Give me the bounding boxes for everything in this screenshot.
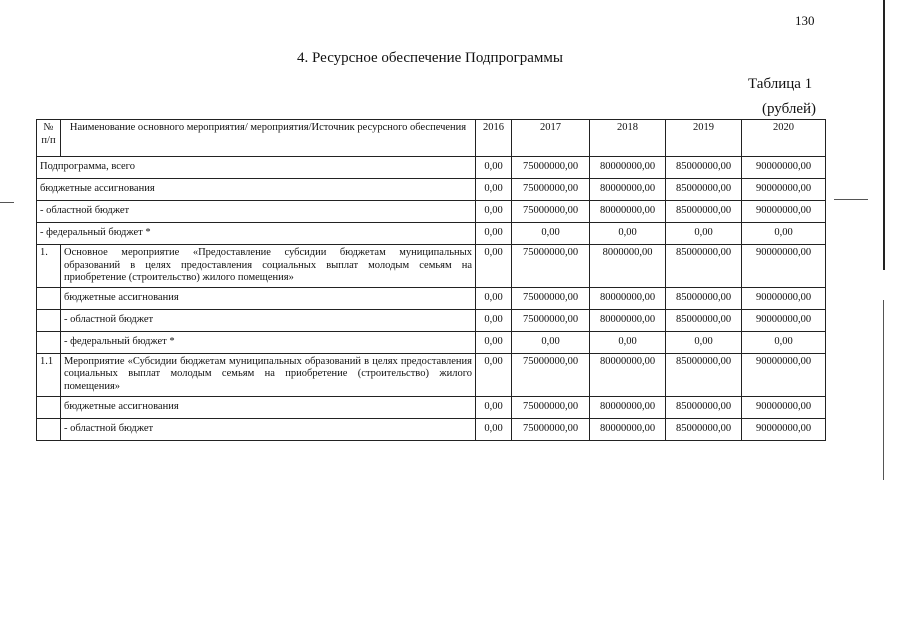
value-2020: 90000000,00 bbox=[742, 396, 826, 418]
table-row bbox=[37, 157, 826, 179]
value-2016: 0,00 bbox=[476, 245, 512, 288]
resource-table bbox=[36, 119, 826, 441]
row-name: Подпрограмма, всего bbox=[37, 157, 476, 179]
value-2018: 0,00 bbox=[590, 331, 666, 353]
value-2017: 75000000,00 bbox=[512, 353, 590, 396]
value-2020: 0,00 bbox=[742, 223, 826, 245]
value-2020: 90000000,00 bbox=[742, 179, 826, 201]
row-name: Мероприятие «Субсидии бюджетам муниципальных образований в целях предоставления социальных выплат молодым семьям на приобретение (строительство) жилого помещения» bbox=[61, 353, 476, 396]
row-num bbox=[37, 331, 61, 353]
value-2016: 0,00 bbox=[476, 353, 512, 396]
page-number: 130 bbox=[795, 13, 815, 28]
header-num: № п/п bbox=[37, 120, 61, 157]
row-name: - федеральный бюджет * bbox=[61, 331, 476, 353]
value-2018: 80000000,00 bbox=[590, 418, 666, 440]
value-2020: 0,00 bbox=[742, 331, 826, 353]
table-row bbox=[37, 179, 826, 201]
table-row bbox=[37, 331, 826, 353]
header-year-2020: 2020 bbox=[742, 120, 826, 157]
value-2016: 0,00 bbox=[476, 396, 512, 418]
value-2019: 85000000,00 bbox=[666, 201, 742, 223]
row-num bbox=[37, 309, 61, 331]
value-2016: 0,00 bbox=[476, 157, 512, 179]
value-2020: 90000000,00 bbox=[742, 309, 826, 331]
value-2019: 0,00 bbox=[666, 331, 742, 353]
value-2017: 75000000,00 bbox=[512, 309, 590, 331]
value-2018: 8000000,00 bbox=[590, 245, 666, 288]
value-2017: 75000000,00 bbox=[512, 245, 590, 288]
value-2018: 80000000,00 bbox=[590, 179, 666, 201]
table-row bbox=[37, 418, 826, 440]
value-2019: 85000000,00 bbox=[666, 418, 742, 440]
table-row bbox=[37, 223, 826, 245]
value-2018: 80000000,00 bbox=[590, 396, 666, 418]
scan-mark-right bbox=[834, 199, 868, 200]
row-name: - областной бюджет bbox=[61, 418, 476, 440]
header-year-2016: 2016 bbox=[476, 120, 512, 157]
value-2019: 85000000,00 bbox=[666, 309, 742, 331]
value-2016: 0,00 bbox=[476, 287, 512, 309]
value-2019: 85000000,00 bbox=[666, 353, 742, 396]
table-row bbox=[37, 353, 826, 396]
value-2020: 90000000,00 bbox=[742, 201, 826, 223]
value-2020: 90000000,00 bbox=[742, 245, 826, 288]
value-2016: 0,00 bbox=[476, 418, 512, 440]
value-2017: 0,00 bbox=[512, 331, 590, 353]
table-row bbox=[37, 396, 826, 418]
header-name: Наименование основного мероприятия/ мероприятия/Источник ресурсного обеспечения bbox=[61, 120, 476, 157]
row-num: 1.1 bbox=[37, 353, 61, 396]
header-year-2019: 2019 bbox=[666, 120, 742, 157]
value-2017: 75000000,00 bbox=[512, 396, 590, 418]
table-row bbox=[37, 201, 826, 223]
value-2019: 85000000,00 bbox=[666, 245, 742, 288]
value-2016: 0,00 bbox=[476, 179, 512, 201]
value-2018: 80000000,00 bbox=[590, 309, 666, 331]
row-name: - федеральный бюджет * bbox=[37, 223, 476, 245]
scan-edge-line-lower bbox=[883, 300, 884, 480]
row-num bbox=[37, 287, 61, 309]
row-name: Основное мероприятие «Предоставление субсидии бюджетам муниципальных образований в целях предоставления социальных выплат молодым семьям на приобретение (строительство) жилого помещения» bbox=[61, 245, 476, 288]
value-2019: 85000000,00 bbox=[666, 179, 742, 201]
value-2017: 75000000,00 bbox=[512, 179, 590, 201]
value-2016: 0,00 bbox=[476, 223, 512, 245]
row-num bbox=[37, 418, 61, 440]
row-name: бюджетные ассигнования bbox=[61, 287, 476, 309]
value-2018: 80000000,00 bbox=[590, 353, 666, 396]
value-2017: 75000000,00 bbox=[512, 418, 590, 440]
value-2018: 80000000,00 bbox=[590, 287, 666, 309]
value-2019: 0,00 bbox=[666, 223, 742, 245]
value-2016: 0,00 bbox=[476, 309, 512, 331]
value-2017: 75000000,00 bbox=[512, 157, 590, 179]
table-row bbox=[37, 309, 826, 331]
value-2020: 90000000,00 bbox=[742, 418, 826, 440]
value-2016: 0,00 bbox=[476, 331, 512, 353]
scan-mark-left bbox=[0, 202, 14, 203]
header-year-2018: 2018 bbox=[590, 120, 666, 157]
value-2018: 80000000,00 bbox=[590, 157, 666, 179]
value-2017: 75000000,00 bbox=[512, 201, 590, 223]
header-year-2017: 2017 bbox=[512, 120, 590, 157]
value-2017: 0,00 bbox=[512, 223, 590, 245]
value-2020: 90000000,00 bbox=[742, 287, 826, 309]
table-label: Таблица 1 bbox=[748, 76, 813, 92]
value-2020: 90000000,00 bbox=[742, 353, 826, 396]
value-2016: 0,00 bbox=[476, 201, 512, 223]
units-label: (рублей) bbox=[762, 101, 817, 117]
value-2018: 0,00 bbox=[590, 223, 666, 245]
row-name: бюджетные ассигнования bbox=[37, 179, 476, 201]
value-2019: 85000000,00 bbox=[666, 157, 742, 179]
row-name: - областной бюджет bbox=[37, 201, 476, 223]
table-header-row bbox=[37, 120, 826, 157]
row-name: бюджетные ассигнования bbox=[61, 396, 476, 418]
scan-edge-line bbox=[883, 0, 885, 270]
value-2020: 90000000,00 bbox=[742, 157, 826, 179]
value-2019: 85000000,00 bbox=[666, 287, 742, 309]
value-2017: 75000000,00 bbox=[512, 287, 590, 309]
table-row bbox=[37, 245, 826, 288]
row-num: 1. bbox=[37, 245, 61, 288]
table-row bbox=[37, 287, 826, 309]
row-num bbox=[37, 396, 61, 418]
value-2019: 85000000,00 bbox=[666, 396, 742, 418]
value-2018: 80000000,00 bbox=[590, 201, 666, 223]
row-name: - областной бюджет bbox=[61, 309, 476, 331]
section-title: 4. Ресурсное обеспечение Подпрограммы bbox=[297, 50, 563, 66]
